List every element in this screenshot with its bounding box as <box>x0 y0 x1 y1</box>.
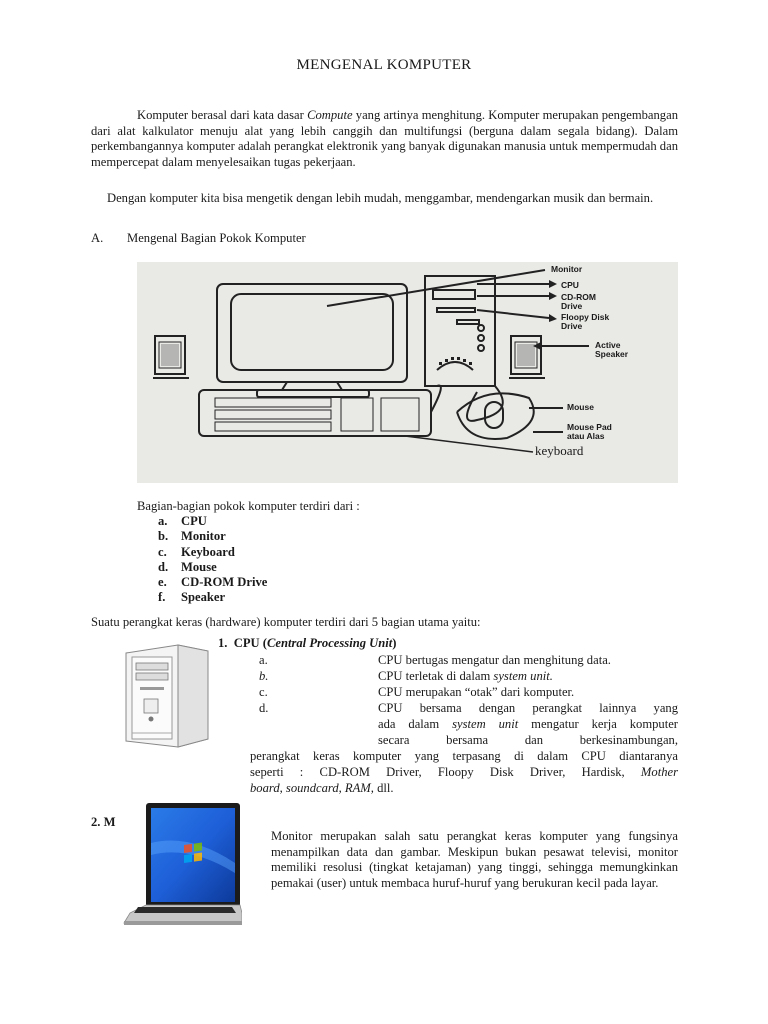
list-label: Speaker <box>181 590 226 605</box>
cpu-head-em: Central Processing Unit <box>266 636 393 650</box>
label-keyboard: keyboard <box>535 443 584 458</box>
monitor-illustration <box>217 284 407 397</box>
intro-emphasis: Compute <box>307 108 353 122</box>
list-label: Monitor <box>181 529 226 544</box>
list-item <box>158 529 267 544</box>
cpu-head-close: ) <box>392 636 397 650</box>
list-label: CD-ROM Drive <box>181 575 268 590</box>
list-letter: c. <box>158 544 167 559</box>
list-letter: f. <box>158 590 166 605</box>
intro-text-rest: yang artinya menghitung. Komputer merupakan pengembangan dari alat kalkulator menuju alat yang lebih canggih dan multifungsi (berguna dalam segala bidang). Dalam perkembangannya komputer adalah perangkat elektronik yang banyak digunakan manusia untuk mempermudah dan mempercepat dalam menyelesaikan tugas pekerjaan. <box>91 108 678 169</box>
list-item <box>158 545 267 560</box>
list-label: Keyboard <box>181 544 235 559</box>
cont-text-em: Mother <box>640 765 678 779</box>
list-label: CPU <box>181 514 207 528</box>
intro-paragraph-2: Dengan komputer kita bisa mengetik dengan lebih mudah, menggambar, mendengarkan musik dan bermain. <box>107 191 654 205</box>
label-mouse: Mouse <box>567 402 594 412</box>
cpu-number: 1. <box>218 636 228 650</box>
section-letter: A. <box>91 231 104 245</box>
cpu-item-b <box>0 669 768 685</box>
list-item <box>158 590 267 605</box>
cpu-item-a <box>0 653 768 669</box>
list-item <box>158 514 267 529</box>
cpu-continuation-2 <box>250 765 678 781</box>
item-text-line3: secara bersama dan berkesinambungan, <box>378 733 678 747</box>
label-cpu: CPU <box>561 280 579 290</box>
label-speaker-2: Speaker <box>595 349 629 359</box>
label-mouse-pad-1: Mouse Pad <box>567 422 612 432</box>
item-text: CPU bertugas mengatur dan menghitung data. <box>378 653 611 667</box>
item-letter: c. <box>259 685 268 699</box>
item-text: ada dalam <box>378 717 453 731</box>
computer-parts-diagram <box>137 262 678 483</box>
label-floppy-1: Floopy Disk <box>561 312 610 322</box>
label-cdrom-2: Drive <box>561 301 583 311</box>
label-speaker-1: Active <box>595 340 621 350</box>
monitor-description: Monitor merupakan salah satu perangkat keras komputer yang fungsinya menampilkan data dan gambar. Meskipun bukan pesawat televisi, monitor memiliki resolusi (tingkat ketajaman) yang tinggi, sehingga memungkinkan pemakai (user) untuk membaca huruf-huruf yang berukuran kecil pada layar. <box>271 829 678 890</box>
parts-list <box>158 514 267 606</box>
mouse-illustration <box>457 393 534 439</box>
list-letter: a. <box>158 514 168 528</box>
item-text: CPU terletak di dalam <box>378 669 494 683</box>
cont-text-em: board, soundcard, RAM, <box>250 781 374 795</box>
cpu-item-c <box>0 685 768 701</box>
intro-paragraph-1 <box>91 108 678 170</box>
section-a-heading <box>91 231 306 246</box>
laptop-image <box>120 803 242 930</box>
cont-text: dll. <box>373 781 394 795</box>
item-text-em: system unit. <box>493 669 553 683</box>
label-mouse-pad-2: atau Alas <box>567 431 605 441</box>
list-letter: d. <box>158 559 169 574</box>
cpu-heading <box>218 636 396 651</box>
item-text: CPU merupakan “otak” dari komputer. <box>378 685 575 699</box>
arrow-heads <box>533 280 557 350</box>
item-letter: d. <box>259 701 269 715</box>
list-item <box>158 575 267 590</box>
item-letter: a. <box>259 653 268 667</box>
list-letter: e. <box>158 575 167 590</box>
hardware-intro: Suatu perangkat keras (hardware) komputer terdiri dari 5 bagian utama yaitu: <box>91 615 481 629</box>
keyboard-arrow <box>405 436 533 452</box>
list-letter: b. <box>158 529 169 544</box>
list-item <box>158 560 267 575</box>
item-text-line1: CPU bersama dengan perangkat lainnya yang <box>378 701 678 715</box>
intro-text: Komputer berasal dari kata dasar <box>137 108 308 122</box>
cpu-continuation-1: perangkat keras komputer yang terpasang di dalam CPU diantaranya <box>250 749 678 763</box>
label-cdrom-1: CD-ROM <box>561 292 596 302</box>
label-floppy-2: Drive <box>561 321 583 331</box>
item-text-em: system unit <box>452 717 519 731</box>
parts-intro: Bagian-bagian pokok komputer terdiri dari : <box>137 499 360 513</box>
cpu-continuation-3 <box>250 781 678 797</box>
page-title: MENGENAL KOMPUTER <box>296 57 472 73</box>
list-label: Mouse <box>181 559 217 574</box>
label-monitor: Monitor <box>551 264 583 274</box>
cpu-tower-illustration <box>425 276 495 386</box>
cont-text: seperti : CD-ROM Driver, Floopy Disk Driver, Hardisk, <box>250 765 641 779</box>
monitor-heading: 2. M <box>91 815 116 829</box>
cpu-item-d <box>0 701 768 749</box>
item-letter: b. <box>259 669 269 683</box>
section-title: Mengenal Bagian Pokok Komputer <box>127 231 306 245</box>
item-text: mengatur kerja komputer <box>518 717 678 731</box>
cpu-head-text: CPU ( <box>233 636 267 650</box>
